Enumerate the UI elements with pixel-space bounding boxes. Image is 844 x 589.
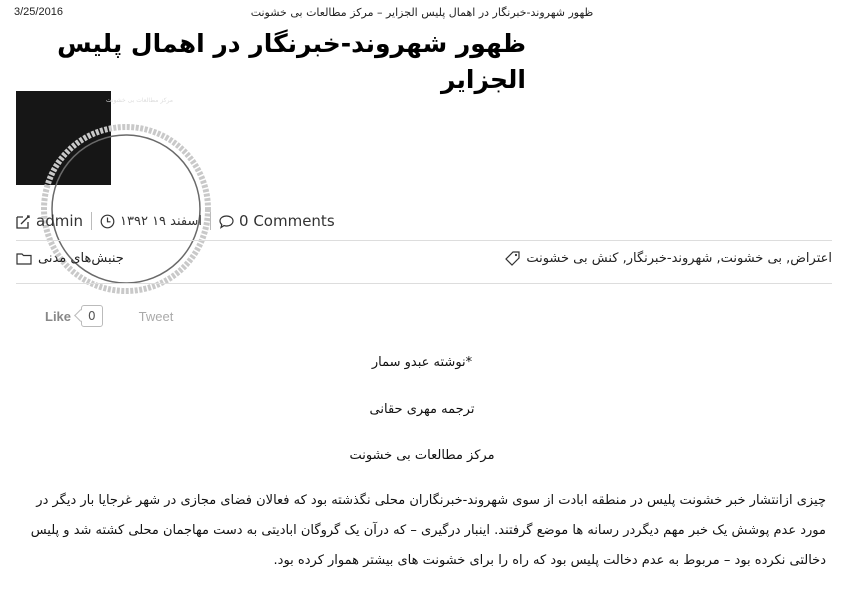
- category-row: [16, 251, 124, 266]
- category-link[interactable]: جنبش‌های مدنی: [38, 251, 124, 266]
- post-title[interactable]: ظهور شهروند-خبرنگار در اهمال پلیس الجزایر: [57, 29, 526, 94]
- divider: [16, 240, 832, 241]
- tweet-button[interactable]: Tweet: [138, 308, 174, 324]
- post-date: اسفند ۱۹ ۱۳۹۲: [120, 213, 203, 229]
- tag-icon: [505, 251, 520, 266]
- author-line: *نوشته عبدو سمار: [371, 355, 473, 370]
- comment-icon: [219, 214, 234, 229]
- print-date: 3/25/2016: [14, 6, 63, 18]
- author-name[interactable]: admin: [36, 212, 83, 230]
- print-page-title: ظهور شهروند-خبرنگار در اهمال پلیس الجزایر – مرکز مطالعات بی خشونت: [250, 6, 594, 19]
- post-meta: [16, 209, 335, 233]
- author-meta[interactable]: [16, 212, 83, 230]
- divider: [16, 283, 832, 284]
- meta-divider: [91, 212, 92, 230]
- folder-icon: [16, 252, 32, 265]
- organization-line: مرکز مطالعات بی خشونت: [349, 448, 495, 463]
- translator-line: ترجمه مهری حقانی: [369, 402, 475, 417]
- thumbnail-caption: مرکز مطالعات بی خشونت: [106, 97, 173, 104]
- tags-row: [499, 251, 832, 266]
- comments-link[interactable]: 0 Comments: [239, 212, 335, 230]
- thumbnail-image: [16, 91, 173, 185]
- body-paragraph: چیزی ازانتشار خبر خشونت پلیس در منطقه ابادت از سوی شهروند-خبرنگاران محلی نگذشته بود که فعالان فضای مجازی در شهر غرجایا بار دیگر در مورد عدم پوشش یک خبر مهم دیگردر رسانه ها موضع گرفتند. اینبار درگیری – که درآن یک گروگان ابادیتی به دست مهاجمان محلی کشته شد و پلیس دخالتی نکرده بود – مربوط به عدم دخالت پلیس بود که راه را برای خشونت های بیشتر هموار کرده بود.: [30, 493, 826, 568]
- clock-icon: [100, 214, 115, 229]
- post-thumbnail[interactable]: [16, 91, 173, 185]
- date-meta: [100, 214, 202, 229]
- print-header: [0, 6, 844, 22]
- tags-list[interactable]: اعتراض, بی خشونت, شهروند-خبرنگار, کنش بی خشونت: [526, 251, 832, 266]
- edit-icon: [16, 214, 31, 229]
- like-button[interactable]: Like: [45, 308, 72, 324]
- like-count: 0: [81, 305, 103, 327]
- comments-meta[interactable]: [219, 212, 335, 230]
- social-share-bar: [45, 305, 173, 327]
- meta-divider: [210, 212, 211, 230]
